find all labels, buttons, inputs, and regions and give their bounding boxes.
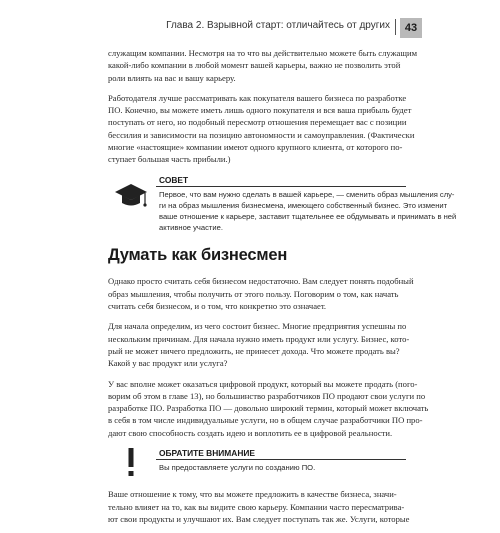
text-line: образ мышления, чтобы получить от этого пользу. Поговорим о том, как начать: [108, 288, 399, 299]
chapter-title: Глава 2. Взрывной старт: отличайтесь от других: [166, 20, 390, 31]
text-line: роли влиять на вас и вашу карьеру.: [108, 72, 236, 83]
page-number: 43: [400, 18, 422, 38]
attention-callout: [108, 447, 406, 473]
text-line: активное участие.: [159, 223, 223, 233]
text-line: Работодателя лучше рассматривать как покупателя вашего бизнеса по разработке: [108, 92, 407, 103]
text-line: ют свои продукты и улучшают их. Вам следует поступать так же. Услуги, которые: [108, 513, 410, 524]
text-line: Для начала определим, из чего состоит бизнес. Многие предприятия успешны по: [108, 321, 407, 332]
graduation-cap-icon: [114, 180, 148, 210]
attention-body: [156, 462, 406, 473]
tip-body: [156, 189, 457, 234]
text-line: У вас вполне может оказаться цифровой продукт, который вы можете продать (пого-: [108, 378, 418, 389]
exclamation-icon: [114, 447, 148, 477]
text-line: Первое, что вам нужно сделать в вашей карьере, — сменить образ мышления слу-: [159, 189, 455, 199]
text-line: тельно влияет на то, как вы видите свою карьеру. Компании часто пересматрива-: [108, 501, 405, 512]
tip-label: СОВЕТ: [156, 174, 406, 187]
text-line: дают свою способность создать идею и воплотить ее в цифровой реальности.: [108, 427, 393, 438]
text-line: бессилия и зависимости на позицию автономности и самоуправления. (Фактически: [108, 129, 415, 140]
text-line: поступать от него, но подобный пересмотр отношения перемещает вас с позиции: [108, 117, 407, 128]
section-heading: Думать как бизнесмен: [108, 246, 288, 265]
text-line: рый не может ничего предложить, не принесет дохода. Что можете продать вы?: [108, 345, 400, 356]
text-line: ПО. Конечно, вы можете иметь лишь одного покупателя и вся ваша прибыль будет: [108, 105, 412, 116]
text-line: Ваше отношение к тому, что вы можете предложить в качестве бизнеса, значи-: [108, 489, 397, 500]
text-line: многие «настоящие» компании имеют одного крупного клиента, от которого по-: [108, 142, 403, 153]
text-line: ворим об этом в главе 13), но большинство разработчиков ПО продают свои услуги по: [108, 390, 426, 401]
paragraph-software: [108, 378, 429, 439]
paragraph-intro: [108, 47, 418, 84]
text-line: ваше отношение к карьере, заставит тщательнее ее обдумывать и принимать в ней: [159, 212, 457, 222]
paragraph-business: [108, 320, 410, 369]
attention-label: ОБРАТИТЕ ВНИМАНИЕ: [156, 447, 406, 460]
header-divider: [395, 19, 396, 35]
page-header: [0, 16, 500, 40]
text-line: ги на образ мышления бизнесмена, имеющего собственный бизнес. Это изменит: [159, 200, 448, 210]
tip-callout: [108, 174, 457, 234]
text-line: нескольким причинам. Для начала нужно иметь продукт или услугу. Бизнес, кото-: [108, 333, 410, 344]
text-line: разработке ПО. Разработка ПО — довольно широкий термин, который может включать: [108, 403, 429, 414]
page-content: [108, 47, 457, 533]
text-line: ступает большая часть прибыли.): [108, 154, 231, 165]
paragraph-closing: [108, 488, 410, 525]
text-line: служащим компании. Несмотря на то что вы действительно можете быть служащим: [108, 48, 418, 58]
text-line: в себя в том числе индивидуальные услуги, но в общем случае разработчики ПО про-: [108, 415, 423, 426]
text-line: Однако просто считать себя бизнесом недостаточно. Вам следует понять подобный: [108, 276, 414, 287]
paragraph-think: [108, 275, 414, 312]
text-line: какой-либо компании в любой момент вашей карьеры, важно не позволить этой: [108, 60, 401, 71]
paragraph-employer: [108, 92, 415, 166]
text-line: Вы предоставляете услуги по созданию ПО.: [159, 463, 316, 473]
text-line: Какой у вас продукт или услуга?: [108, 358, 228, 369]
text-line: считать себя бизнесом, и о том, что конкретно это означает.: [108, 301, 327, 312]
